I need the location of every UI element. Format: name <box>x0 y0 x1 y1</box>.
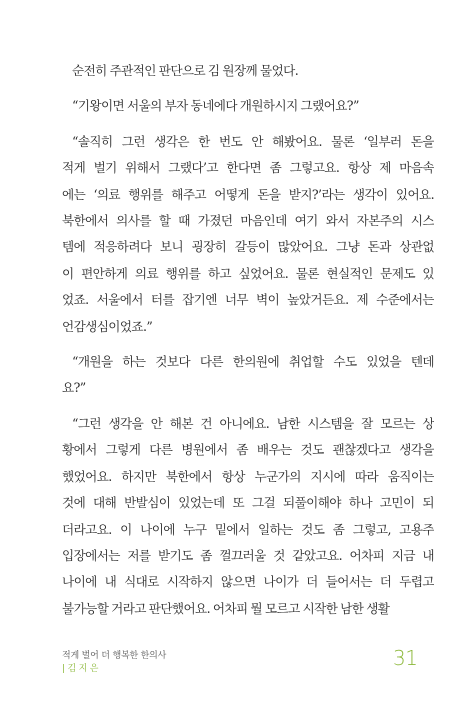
text-line: 요?” <box>62 380 86 396</box>
text-line: “개원을 하는 것보다 다른 한의원에 취업할 수도 있었을 텐데 <box>72 354 434 370</box>
text-line: 었죠. 서울에서 터를 잡기엔 너무 벽이 높았거든요. 제 수준에서는 <box>62 292 434 308</box>
text-line: 불가능할 거라고 판단했어요. 어차피 뭘 모르고 시작한 남한 생활 <box>62 600 390 616</box>
text-line: 북한에서 의사를 할 때 가졌던 마음인데 여기 와서 자본주의 시스 <box>62 213 434 229</box>
running-author: | 김 지 은 <box>62 664 99 674</box>
paragraph <box>62 93 434 119</box>
paragraph <box>62 349 434 402</box>
text-line: 적게 벌기 위해서 그랬다’고 한다면 좀 그렇고요. 항상 제 마음속 <box>62 160 434 176</box>
paragraph-gap <box>62 120 434 129</box>
text-line: 것에 대해 반발심이 있었는데 또 그걸 되풀이해야 하나 고민이 되 <box>62 495 434 511</box>
text-line: 더라고요. 이 나이에 누구 밑에서 일하는 것도 좀 그렇고, 고용주 <box>62 521 434 537</box>
running-book-title: 적게 벌어 더 행복한 한의사 <box>62 651 167 661</box>
paragraph <box>62 58 434 84</box>
text-line: 언감생심이었죠.” <box>62 318 153 334</box>
text-line: 이 편안하게 의료 행위를 하고 싶었어요. 물론 현실적인 문제도 있 <box>62 265 434 281</box>
page-number: 31 <box>393 646 418 670</box>
text-line: 템에 적응하려다 보니 굉장히 갈등이 많았어요. 그냥 돈과 상관없 <box>62 239 434 255</box>
text-line: 황에서 그렇게 다른 병원에서 좀 배우는 것도 괜찮겠다고 생각을 <box>62 442 434 458</box>
text-line: “솔직히 그런 생각은 한 번도 안 해봤어요. 물론 ‘일부러 돈을 <box>72 133 434 149</box>
paragraph <box>62 411 434 622</box>
text-line: 했었어요. 하지만 북한에서 항상 누군가의 지시에 따라 움직이는 <box>62 468 434 484</box>
text-line: 에는 ‘의료 행위를 해주고 어떻게 돈을 받지?’라는 생각이 있어요. <box>62 186 434 202</box>
paragraph-gap <box>62 340 434 349</box>
text-line: “기왕이면 서울의 부자 동네에다 개원하시지 그랬어요?” <box>72 98 359 114</box>
paragraph-gap <box>62 84 434 93</box>
text-line: 나이에 내 식대로 시작하지 않으면 나이가 더 들어서는 더 두렵고 <box>62 574 434 590</box>
paragraph <box>62 129 434 340</box>
body-text <box>62 58 434 622</box>
text-line: 입장에서는 저를 받기도 좀 껄끄러울 것 같았고요. 어차피 지금 내 <box>62 547 434 563</box>
text-line: 순전히 주관적인 판단으로 김 원장께 물었다. <box>72 63 299 78</box>
page-footer <box>62 650 166 676</box>
paragraph-gap <box>62 402 434 411</box>
text-line: “그런 생각을 안 해본 건 아니에요. 남한 시스템을 잘 모르는 상 <box>72 415 434 431</box>
